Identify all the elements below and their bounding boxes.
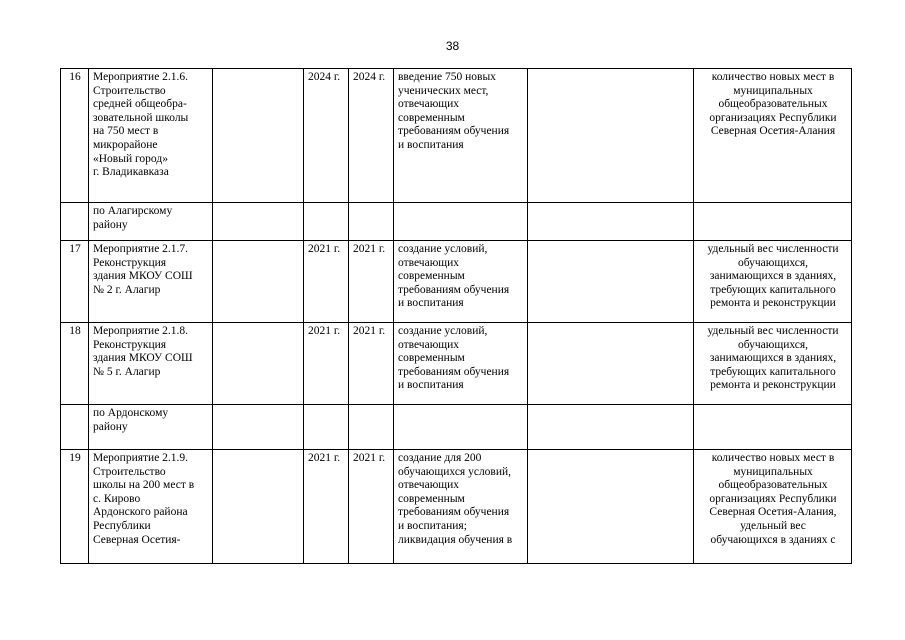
indicator-cell-line: занимающихся в зданиях, [709,352,837,365]
executor-cell [213,241,304,323]
activity-name-cell-line: Реконструкция [93,338,167,351]
indicator-cell-line: муниципальных [733,84,813,97]
empty-cell [349,203,394,241]
indicator-cell-line: количество новых мест в [711,452,835,464]
expected-result-cell [394,69,528,203]
expected-result-cell-line: и воспитания [398,379,464,392]
section-name-cell-line: по Ардонскому [93,407,169,419]
page-number: 38 [445,39,460,53]
activity-name-cell [89,450,213,564]
activity-name-cell-line: Ардонского района [93,506,188,519]
activity-name-cell-line: Мероприятие 2.1.9. [93,452,189,464]
indicator-cell-line: Северная Осетия-Алания [710,125,836,138]
table-row [61,323,852,405]
expected-result-cell [394,323,528,405]
indicator-cell [694,450,852,564]
indicator-cell-line: занимающихся в зданиях, [709,270,837,283]
activity-name-cell-line: школы на 200 мест в [93,479,195,492]
row-number-cell: 19 [61,450,89,564]
indicator-cell-line: муниципальных [733,465,813,478]
empty-cell [394,203,528,241]
indicator-cell-line: удельный вес численности [707,243,839,255]
activity-name-cell-line: микрорайоне [93,138,158,151]
indicator-cell-line: ремонта и реконструкции [710,297,836,310]
section-name-cell [89,405,213,450]
activity-name-cell-line: Строительство [93,84,166,97]
indicator-cell [694,69,852,203]
end-year-cell: 2021 г. [349,323,394,405]
empty-cell [694,203,852,241]
expected-result-cell-line: и воспитания [398,297,464,310]
empty-cell [694,405,852,450]
indicator-cell-line: обучающихся, [737,338,809,351]
activity-name-cell-line: Реконструкция [93,256,167,269]
expected-result-cell-line: современным [398,352,465,365]
indicator-cell-line: общеобразовательных [718,479,828,492]
consequence-cell [528,69,694,203]
expected-result-cell-line: отвечающих [398,479,460,492]
row-number-cell: 16 [61,69,89,203]
activity-name-cell-line: на 750 мест в [93,125,159,138]
activity-name-cell-line: № 2 г. Алагир [93,283,161,296]
section-name-cell [89,203,213,241]
activity-name-cell [89,323,213,405]
indicator-cell-line: организациях Республики [709,111,837,124]
indicator-cell-line: удельный вес численности [707,325,839,337]
activity-name-cell [89,241,213,323]
indicator-cell [694,323,852,405]
activity-name-cell [89,69,213,203]
expected-result-cell-line: ученических мест, [398,84,489,97]
start-year-cell: 2024 г. [304,69,349,203]
empty-cell [349,405,394,450]
indicator-cell-line: обучающихся в зданиях с [710,533,836,546]
row-number-cell [61,405,89,450]
indicator-cell-line: Северная Осетия-Алания, [709,506,837,519]
indicator-cell [694,241,852,323]
expected-result-cell-line: современным [398,492,465,505]
empty-cell [213,405,304,450]
executor-cell [213,323,304,405]
expected-result-cell-line: требованиям обучения [398,365,510,378]
table-row [61,241,852,323]
expected-result-cell-line: требованиям обучения [398,125,510,138]
expected-result-cell-line: и воспитания [398,138,464,151]
expected-result-cell-line: создание условий, [398,325,488,337]
activity-name-cell-line: Строительство [93,465,166,478]
expected-result-cell-line: создание для 200 [398,452,482,464]
indicator-cell-line: требующих капитального [710,283,836,296]
indicator-cell-line: организациях Республики [709,492,837,505]
expected-result-cell-line: отвечающих [398,256,460,269]
empty-cell [394,405,528,450]
end-year-cell: 2024 г. [349,69,394,203]
empty-cell [213,203,304,241]
table-row [61,69,852,203]
activity-name-cell-line: средней общеобра- [93,98,187,111]
activities-table [60,68,852,564]
activity-name-cell-line: здания МКОУ СОШ [93,270,193,283]
indicator-cell-line: количество новых мест в [711,71,835,83]
executor-cell [213,450,304,564]
expected-result-cell-line: отвечающих [398,338,460,351]
expected-result-cell-line: введение 750 новых [398,71,496,83]
consequence-cell [528,450,694,564]
start-year-cell: 2021 г. [304,323,349,405]
empty-cell [528,203,694,241]
expected-result-cell [394,241,528,323]
table-row [61,450,852,564]
expected-result-cell-line: и воспитания; [398,519,467,532]
table-body [61,69,852,564]
expected-result-cell-line: требованиям обучения [398,283,510,296]
indicator-cell-line: требующих капитального [710,365,836,378]
start-year-cell: 2021 г. [304,241,349,323]
section-row [61,203,852,241]
activity-name-cell-line: Республики [93,519,151,532]
expected-result-cell [394,450,528,564]
activity-name-cell-line: здания МКОУ СОШ [93,352,193,365]
indicator-cell-line: удельный вес [740,519,806,532]
expected-result-cell-line: современным [398,111,465,124]
section-name-cell-line: району [93,218,128,231]
consequence-cell [528,323,694,405]
activity-name-cell-line: Северная Осетия- [93,533,181,546]
end-year-cell: 2021 г. [349,450,394,564]
activity-name-cell-line: г. Владикавказа [93,166,169,179]
indicator-cell-line: общеобразовательных [718,98,828,111]
activity-name-cell-line: № 5 г. Алагир [93,365,161,378]
empty-cell [304,405,349,450]
indicator-cell-line: ремонта и реконструкции [710,379,836,392]
activity-name-cell-line: Мероприятие 2.1.7. [93,243,189,255]
expected-result-cell-line: требованиям обучения [398,506,510,519]
executor-cell [213,69,304,203]
expected-result-cell-line: отвечающих [398,98,460,111]
expected-result-cell-line: обучающихся условий, [398,465,512,478]
activity-name-cell-line: Мероприятие 2.1.8. [93,325,189,337]
empty-cell [528,405,694,450]
indicator-cell-line: обучающихся, [737,256,809,269]
start-year-cell: 2021 г. [304,450,349,564]
empty-cell [304,203,349,241]
activity-name-cell-line: зовательной школы [93,111,189,124]
row-number-cell: 17 [61,241,89,323]
section-row [61,405,852,450]
section-name-cell-line: по Алагирскому [93,205,173,217]
row-number-cell: 18 [61,323,89,405]
expected-result-cell-line: современным [398,270,465,283]
section-name-cell-line: району [93,420,128,433]
expected-result-cell-line: ликвидация обучения в [398,533,513,546]
activity-name-cell-line: Мероприятие 2.1.6. [93,71,189,83]
activity-name-cell-line: с. Кирово [93,492,141,505]
expected-result-cell-line: создание условий, [398,243,488,255]
row-number-cell [61,203,89,241]
consequence-cell [528,241,694,323]
end-year-cell: 2021 г. [349,241,394,323]
activity-name-cell-line: «Новый город» [93,152,168,165]
